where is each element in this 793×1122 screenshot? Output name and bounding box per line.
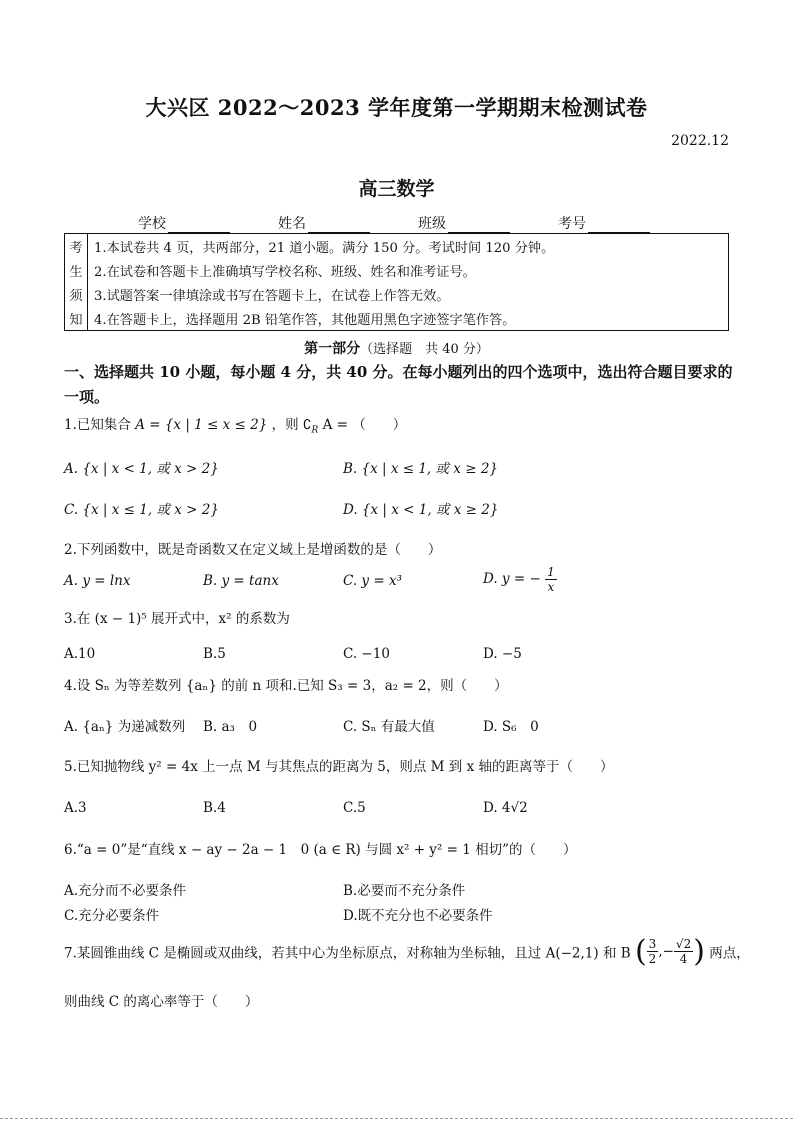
question-7-stem: [64, 934, 750, 969]
notice-side-char: 知: [65, 306, 88, 331]
q7-b-y-fraction: [674, 937, 693, 966]
notice-side-char: 须: [65, 282, 88, 306]
info-field-class: [418, 213, 510, 233]
section-instruction: 一、选择题共 10 小题，每小题 4 分，共 40 分。在每小题列出的四个选项中，选出符合题目要求的一项。: [64, 363, 733, 406]
notice-line: 3.试题答案一律填涂或书写在答题卡上，在试卷上作答无效。: [88, 282, 729, 306]
notice-line: 4.在答题卡上，选择题用 2B 铅笔作答，其他题用黑色字迹签字笔作答。: [88, 306, 729, 331]
q4-option-a: A. {aₙ} 为递减数列: [64, 719, 186, 735]
notice-line: 1.本试卷共 4 页，共两部分，21 道小题。满分 150 分。考试时间 120 分钟。: [88, 234, 729, 259]
q2-option-c: C. y = x³: [343, 573, 402, 589]
notice-box: [64, 233, 729, 331]
fill-line: [308, 219, 370, 233]
fill-line: [168, 219, 230, 233]
q6-option-a: A.充分而不必要条件: [64, 883, 187, 899]
question-4-stem: 4.设 Sₙ 为等差数列 {aₙ} 的前 n 项和.已知 S₃ = 3，a₂ = 2，则（ ）: [64, 678, 508, 694]
fraction-denominator: 2: [648, 952, 657, 966]
part-title: 第一部分: [304, 341, 361, 357]
fill-line: [588, 219, 650, 233]
q4-option-c: C. Sₙ 有最大值: [343, 719, 435, 735]
fraction-numerator: 3: [648, 937, 657, 951]
question-2-stem: 2.下列函数中，既是奇函数又在定义域上是增函数的是（ ）: [64, 542, 442, 558]
exam-title: 大兴区 2022～2023 学年度第一学期期末检测试卷: [145, 95, 648, 120]
info-field-examno: [558, 213, 650, 233]
q2-option-d: [483, 565, 557, 594]
q5-option-b: B.4: [203, 800, 226, 816]
q7-text-a: 7.某圆锥曲线 C 是椭圆或双曲线，若其中心为坐标原点，对称轴为坐标轴，且过 A(−2,1) 和 B: [64, 945, 631, 962]
q5-option-c: C.5: [343, 800, 366, 816]
q3-option-a: A.10: [64, 646, 96, 662]
info-label: 学校: [138, 216, 166, 232]
notice-side-char: 生: [65, 258, 88, 282]
notice-side-char: 考: [65, 234, 88, 259]
part-note: （选择题 共 40 分）: [360, 342, 489, 357]
question-3-stem: 3.在 (x − 1)⁵ 展开式中，x² 的系数为: [64, 611, 290, 627]
q1-set: A = {x | 1 ≤ x ≤ 2}: [135, 417, 268, 433]
fraction-numerator: √2: [675, 937, 692, 951]
comma-minus: ,−: [658, 943, 674, 960]
q2-option-a: A. y = lnx: [64, 573, 131, 589]
info-label: 姓名: [278, 216, 306, 232]
info-field-school: [138, 213, 230, 233]
q4-option-d: D. S₆ 0: [483, 719, 539, 735]
q3-option-d: D. −5: [483, 646, 522, 662]
notice-line: 2.在试卷和答题卡上准确填写学校名称、班级、姓名和准考证号。: [88, 258, 729, 282]
q5-option-d: D. 4√2: [483, 800, 528, 816]
q7-text-b: 两点，: [709, 945, 750, 962]
q1-option-b: B. {x | x ≤ 1, 或 x ≥ 2}: [343, 461, 498, 477]
q7-stem-continued: 则曲线 C 的离心率等于（ ）: [64, 994, 259, 1010]
fraction-numerator: 1: [547, 565, 555, 579]
question-1-stem: 1.已知集合 A = {x | 1 ≤ x ≤ 2} ，则 $∁_R$ A = （ ）: [64, 417, 407, 436]
q1-option-d: D. {x | x < 1, 或 x ≥ 2}: [343, 502, 499, 518]
exam-date: 2022.12: [671, 133, 729, 149]
q1-text-c: A = （ ）: [322, 417, 407, 433]
part-heading: [0, 338, 793, 358]
q2-d-fraction: [545, 565, 557, 594]
q1-text-a: 1.已知集合: [64, 417, 131, 433]
q6-option-b: B.必要而不充分条件: [343, 883, 466, 899]
q1-option-a: A. {x | x < 1, 或 x > 2}: [64, 461, 219, 477]
q4-option-b: B. a₃ 0: [203, 719, 258, 735]
question-6-stem: 6.“a = 0”是“直线 x − ay − 2a − 1 0 (a ∈ R) 与圆 x² + y² = 1 相切”的（ ）: [64, 842, 577, 858]
exam-subject: 高三数学: [358, 178, 435, 200]
q3-option-c: C. −10: [343, 646, 390, 662]
q1-option-c: C. {x | x ≤ 1, 或 x > 2}: [64, 502, 219, 518]
fraction-denominator: 4: [679, 952, 688, 966]
q3-option-b: B.5: [203, 646, 226, 662]
fill-line: [448, 219, 510, 233]
q1-text-b: ，则 ∁: [271, 417, 312, 433]
q7-b-x-fraction: [647, 937, 659, 966]
info-label: 考号: [558, 216, 586, 232]
q6-option-c: C.充分必要条件: [64, 908, 160, 924]
paren-close: ): [693, 934, 705, 969]
q2-d-prefix: D. y = −: [483, 571, 541, 587]
info-label: 班级: [418, 216, 446, 232]
fraction-denominator: x: [547, 580, 555, 594]
info-field-name: [278, 213, 370, 233]
q5-option-a: A.3: [64, 800, 87, 816]
q2-option-b: B. y = tanx: [203, 573, 279, 589]
q6-option-d: D.既不充分也不必要条件: [343, 908, 493, 924]
page-bottom-rule: [0, 1118, 793, 1119]
question-5-stem: 5.已知抛物线 y² = 4x 上一点 M 与其焦点的距离为 5，则点 M 到 x 轴的距离等于（ ）: [64, 759, 614, 775]
paren-open: (: [634, 934, 647, 969]
